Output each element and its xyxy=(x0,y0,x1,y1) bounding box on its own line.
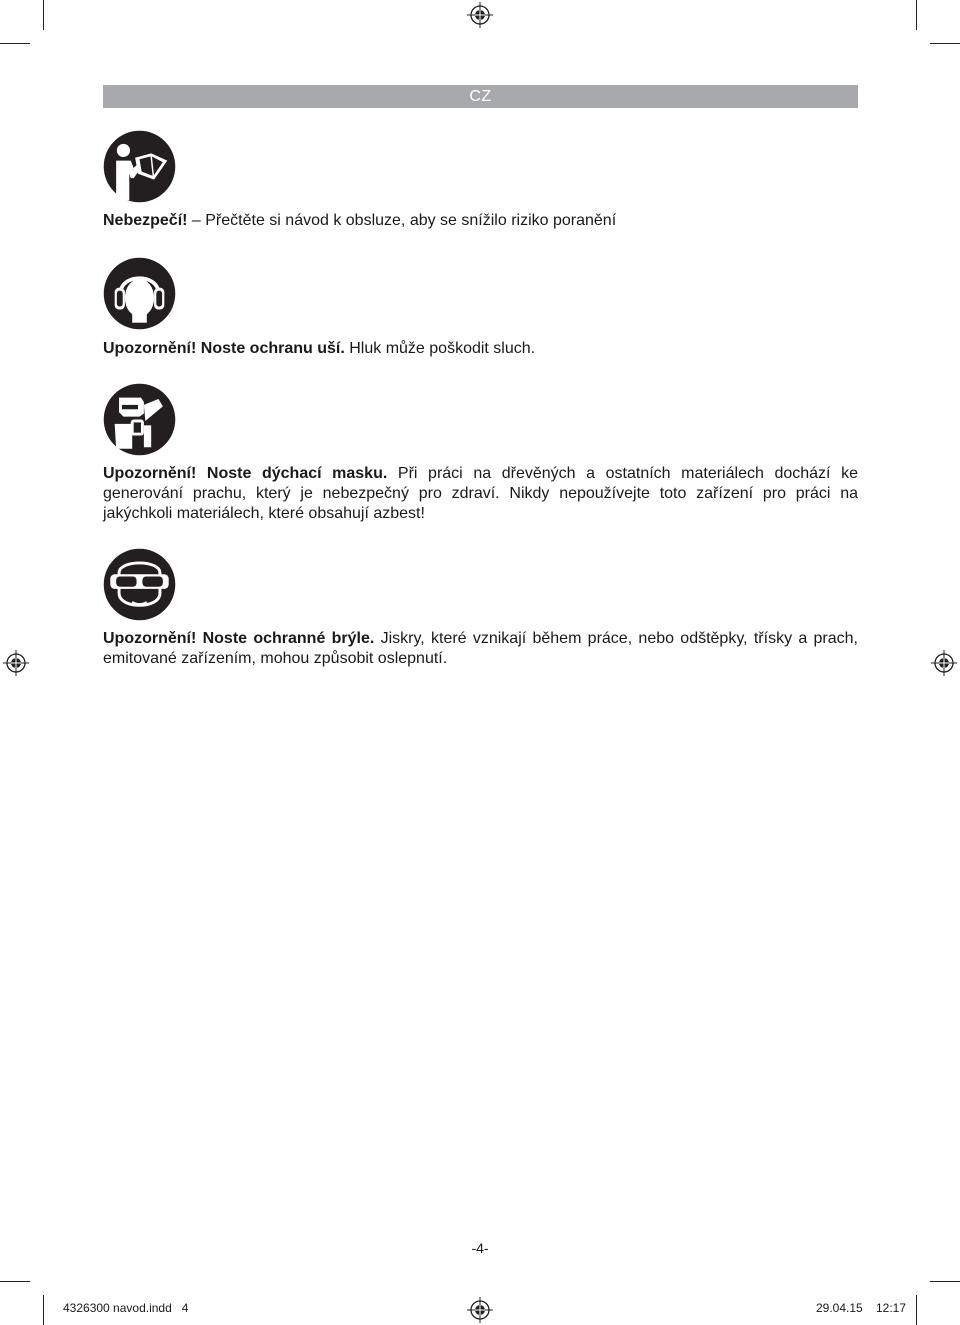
warning-title: Upozornění! Noste ochranné brýle. xyxy=(103,630,375,647)
warning-title: Upozornění! Noste ochranu uší. xyxy=(103,340,345,357)
language-header: CZ xyxy=(103,85,858,108)
safety-goggles-icon xyxy=(103,548,176,621)
respirator-mask-icon xyxy=(103,383,176,456)
warning-text: Hluk může poškodit sluch. xyxy=(344,340,536,357)
crop-mark xyxy=(0,1281,30,1282)
crop-mark xyxy=(916,0,917,30)
crop-mark xyxy=(0,43,30,44)
print-time: 12:17 xyxy=(876,1301,907,1315)
crop-mark xyxy=(930,1281,960,1282)
crop-mark xyxy=(916,1295,917,1325)
warning-text: – Přečtěte si návod k obsluze, aby se snížilo riziko poranění xyxy=(187,212,617,229)
file-slug: 4326300 navod.indd 4 xyxy=(63,1301,189,1315)
read-manual-icon xyxy=(103,130,176,203)
ear-protection-icon xyxy=(103,257,176,330)
page-number: -4- xyxy=(471,1240,489,1256)
warning-goggles xyxy=(103,548,858,669)
warning-ear-protection xyxy=(103,257,858,359)
warning-read-manual xyxy=(103,130,858,231)
registration-mark-icon xyxy=(3,650,29,676)
registration-mark-icon xyxy=(931,650,957,676)
warning-title: Upozornění! Noste dýchací masku. xyxy=(103,465,388,482)
crop-mark xyxy=(43,1295,44,1325)
print-date: 29.04.15 xyxy=(816,1301,863,1315)
registration-mark-icon xyxy=(467,2,493,28)
warning-title: Nebezpečí! xyxy=(103,212,188,229)
registration-mark-icon xyxy=(467,1297,493,1323)
warning-text: Jiskry, které vznikají během práce, nebo odštěpky, třísky a prach, emitované zařízením, mohou způsobit oslepnutí. xyxy=(103,630,859,667)
crop-mark xyxy=(930,43,960,44)
warning-text: Při práci na dřevěných a ostatních materiálech dochází ke generování prachu, který je nebezpečný pro zdraví. Nikdy nepoužívejte toto zařízení pro práci na jakýchkoli materiálech, které obsahují azbest! xyxy=(103,465,858,522)
warning-respirator xyxy=(103,383,858,524)
crop-mark xyxy=(43,0,44,30)
